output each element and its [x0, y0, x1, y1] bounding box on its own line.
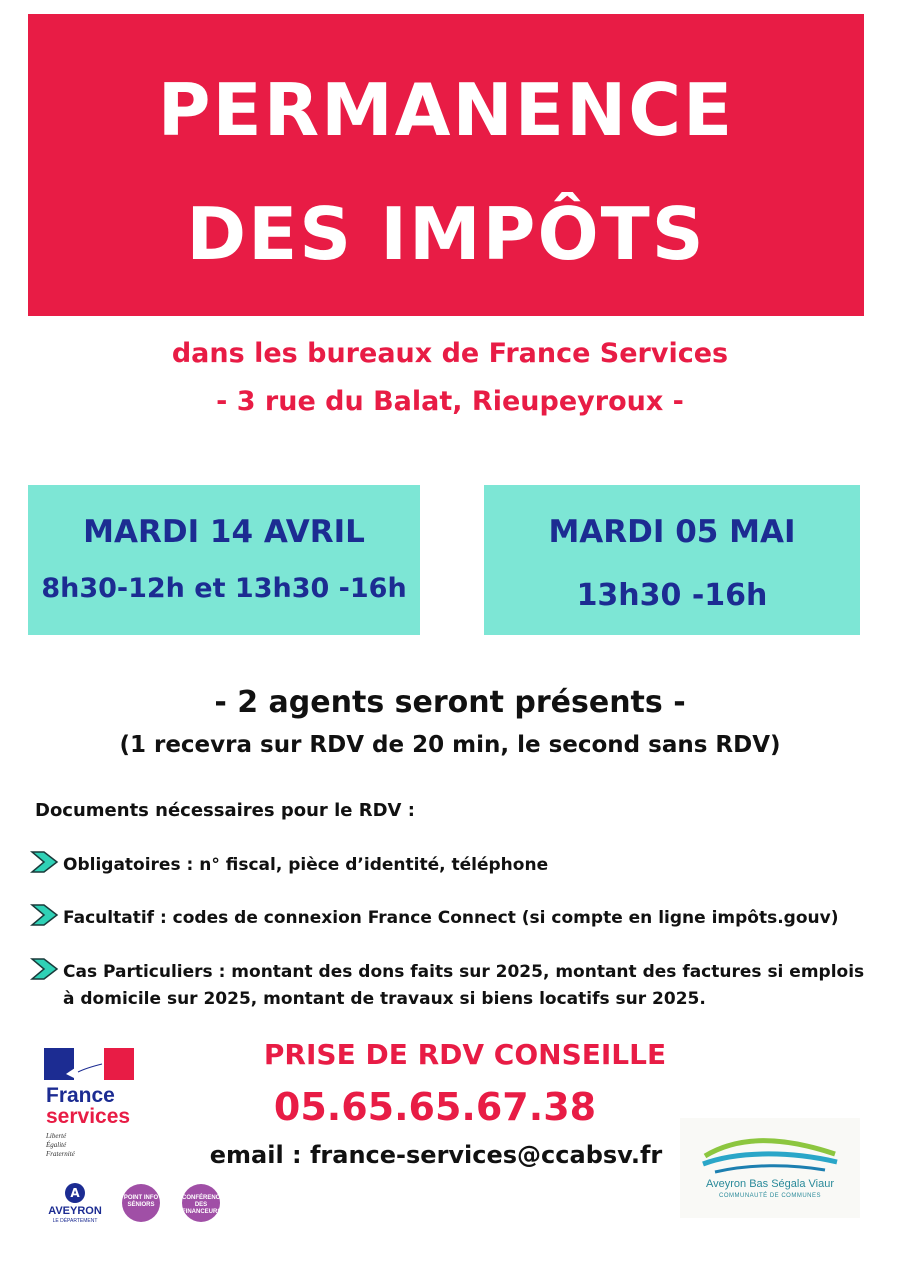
aveyron-logo: [40, 1183, 110, 1228]
chevron-right-icon: [30, 957, 60, 981]
title-banner: [28, 14, 864, 316]
location-address: - 3 rue du Balat, Rieupeyroux -: [216, 386, 684, 417]
aveyron-mark-icon: A: [65, 1183, 85, 1203]
date-hours: 13h30 -16h: [576, 578, 768, 613]
france-services-word-1: France: [46, 1084, 115, 1107]
agents-detail: (1 recevra sur RDV de 20 min, le second sans RDV): [119, 732, 781, 758]
date-box-may: [484, 485, 860, 635]
waves-icon: [695, 1128, 845, 1178]
conference-financeurs-logo: CONFÉRENCE DES FINANCEURS: [182, 1184, 220, 1222]
rdv-title: PRISE DE RDV CONSEILLE: [263, 1038, 667, 1071]
document-facultatif: Facultatif : codes de connexion France Connect (si compte en ligne impôts.gouv): [63, 908, 839, 928]
bas-segala-viaur-logo: [680, 1118, 860, 1218]
republic-motto: Liberté Égalité Fraternité: [46, 1132, 75, 1158]
date-day: MARDI 05 MAI: [548, 514, 796, 550]
agents-heading: - 2 agents seront présents -: [214, 685, 686, 720]
phone-number: 05.65.65.67.38: [273, 1085, 597, 1129]
date-day: MARDI 14 AVRIL: [83, 514, 365, 550]
bas-segala-subtitle: COMMUNAUTÉ DE COMMUNES: [719, 1193, 821, 1199]
aveyron-name: AVEYRON: [48, 1205, 102, 1217]
location-line-1: dans les bureaux de France Services: [171, 338, 729, 369]
document-cas-particuliers: Cas Particuliers : montant des dons faits sur 2025, montant des factures si emplois à domicile sur 2025, montant de travaux si biens locatifs sur 2025.: [63, 962, 865, 1009]
point-info-seniors-logo: POINT INFO SÉNIORS: [122, 1184, 160, 1222]
chevron-right-icon: [30, 903, 60, 927]
chevron-right-icon: [30, 850, 60, 874]
title-line-2: DES IMPÔTS: [186, 192, 706, 276]
documents-title: Documents nécessaires pour le RDV :: [35, 800, 415, 821]
document-obligatoires: Obligatoires : n° fiscal, pièce d’identité, téléphone: [63, 855, 549, 875]
bas-segala-name: Aveyron Bas Ségala Viaur: [705, 1178, 834, 1190]
title-line-1: PERMANENCE: [157, 68, 735, 152]
date-hours: 8h30-12h et 13h30 -16h: [41, 573, 407, 604]
email-address: email : france-services@ccabsv.fr: [209, 1141, 663, 1169]
date-box-april: [28, 485, 420, 635]
aveyron-subtitle: LE DÉPARTEMENT: [52, 1218, 98, 1224]
france-services-word-2: services: [46, 1105, 131, 1128]
